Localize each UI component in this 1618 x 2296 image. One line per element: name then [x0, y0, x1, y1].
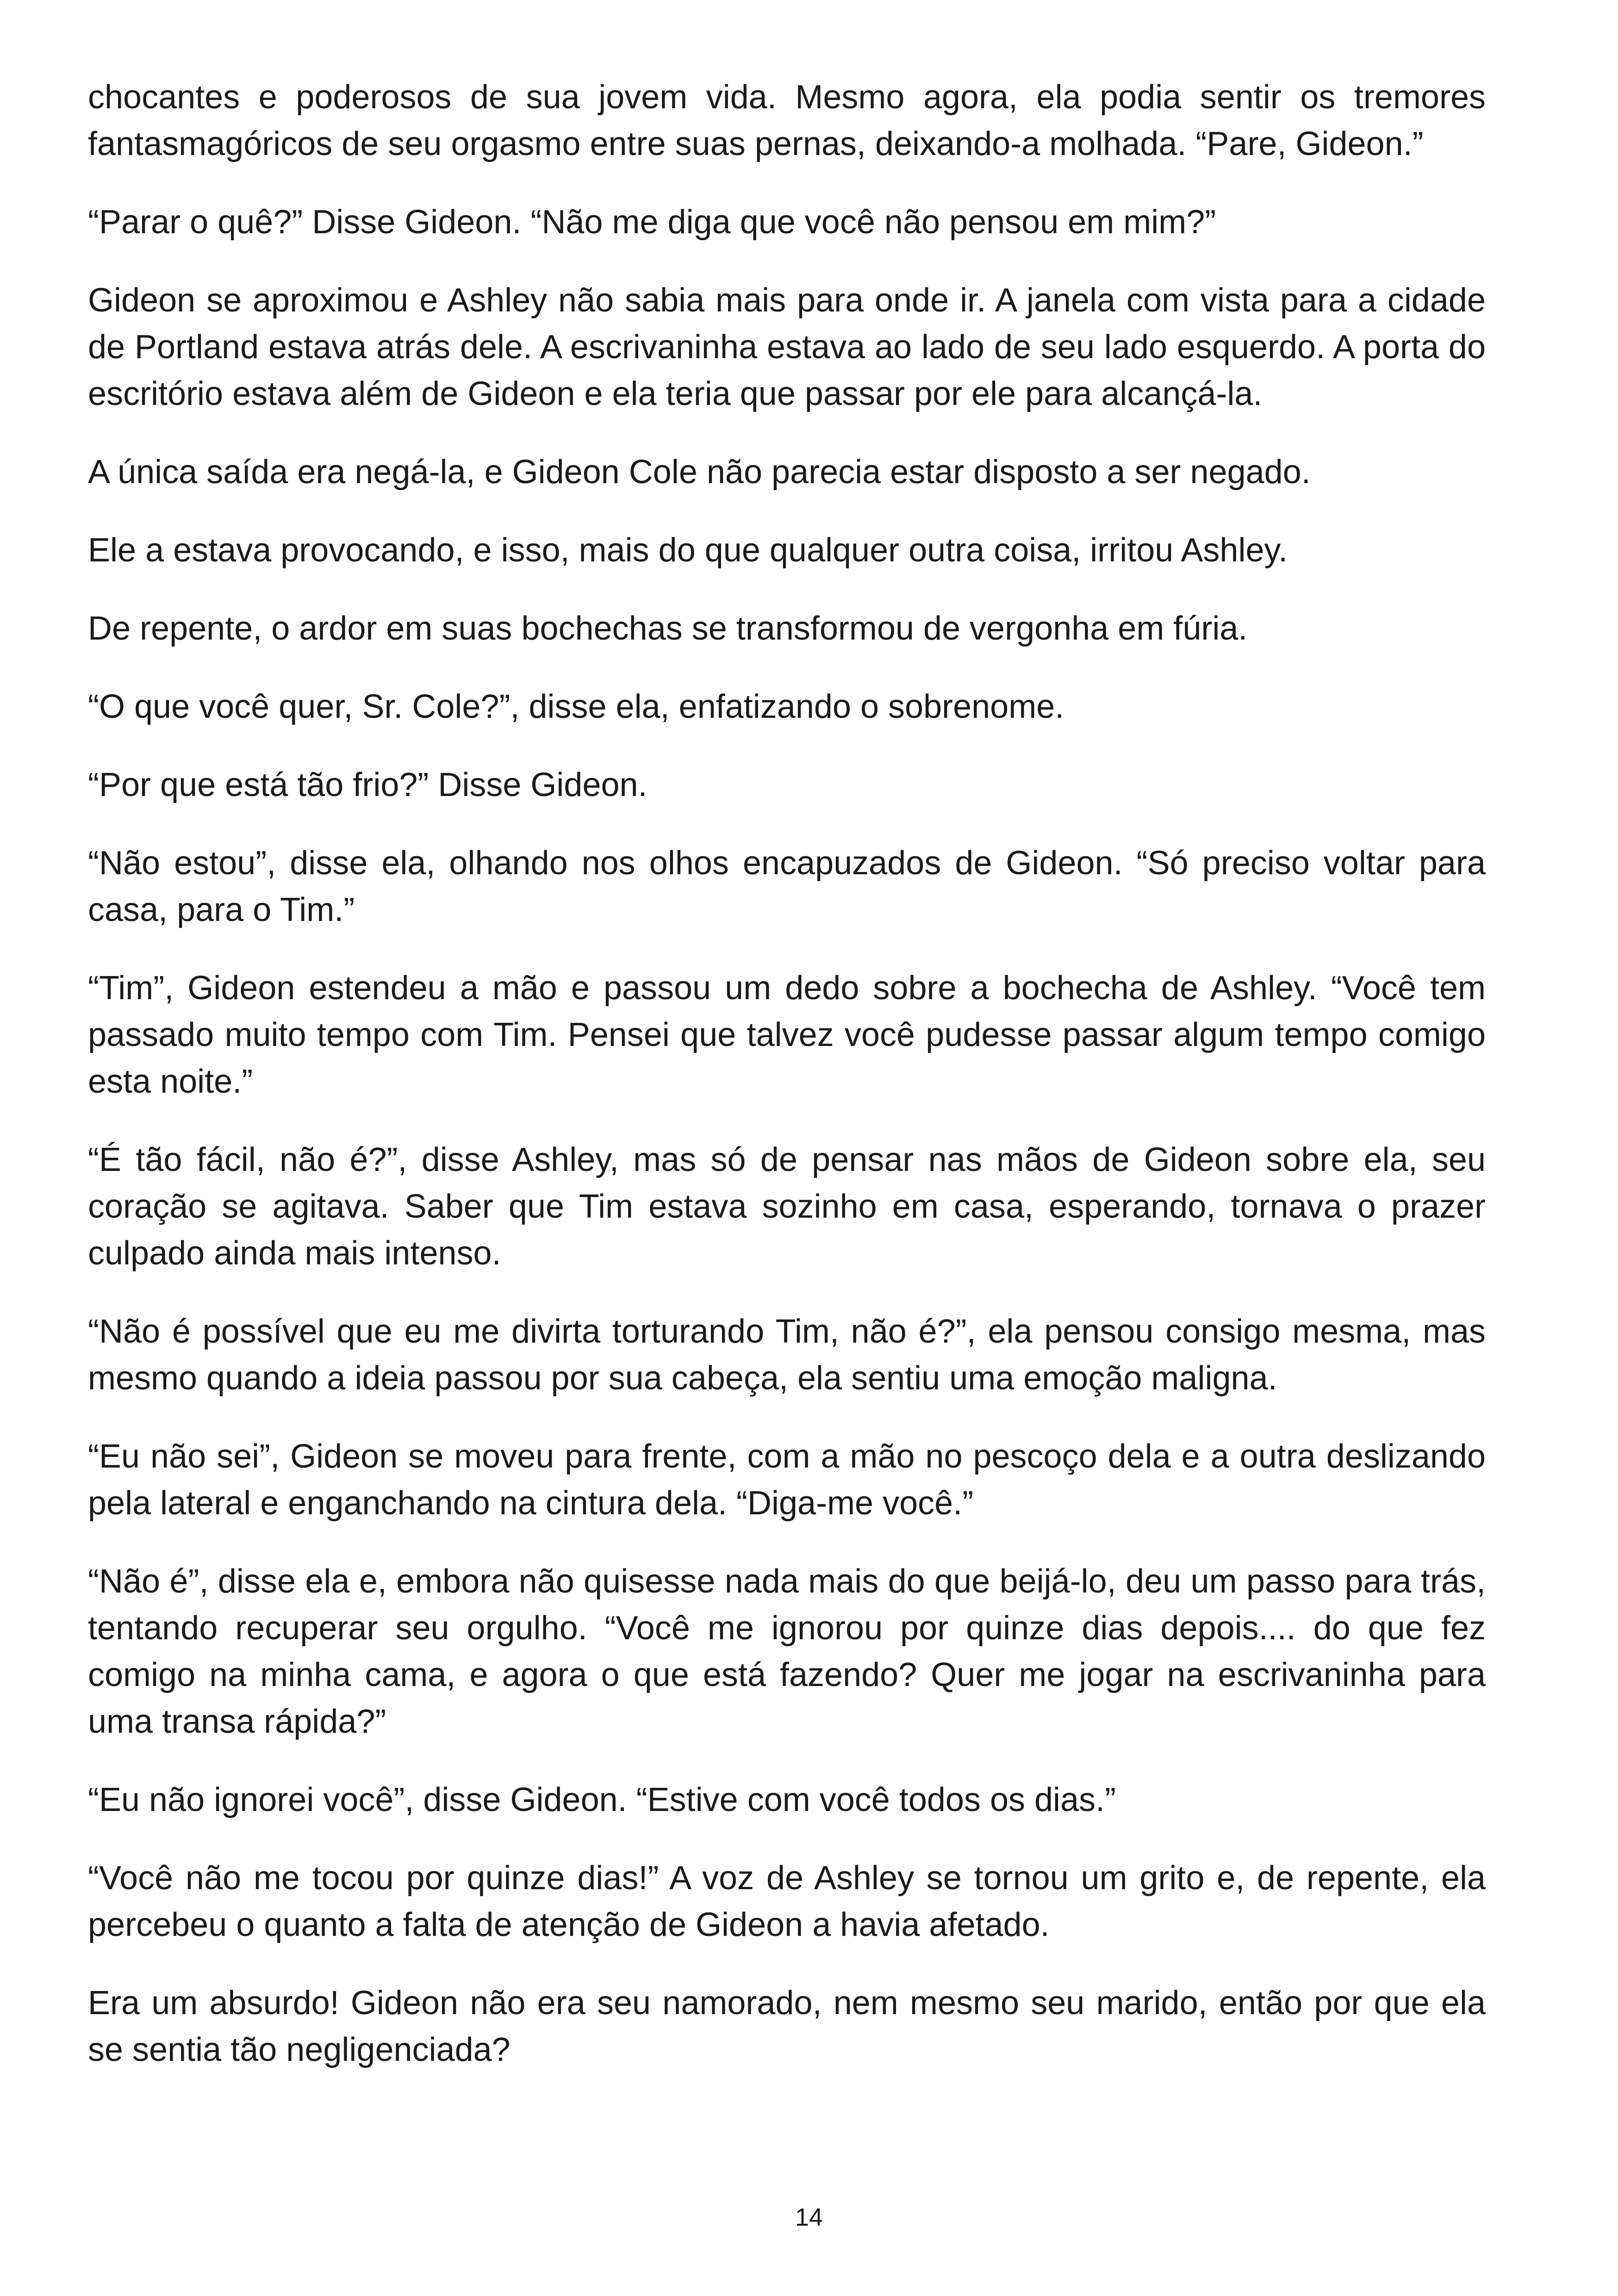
- paragraph: “Eu não ignorei você”, disse Gideon. “Estive com você todos os dias.”: [88, 1781, 1116, 1818]
- paragraph: Era um absurdo! Gideon não era seu namorado, nem mesmo seu marido, então por que ela se sentia tão negligenciada?: [88, 1985, 1486, 2068]
- paragraph: Ele a estava provocando, e isso, mais do que qualquer outra coisa, irritou Ashley.: [88, 532, 1288, 569]
- paragraph: A única saída era negá-la, e Gideon Cole não parecia estar disposto a ser negado.: [88, 454, 1311, 491]
- paragraph: “Você não me tocou por quinze dias!” A voz de Ashley se tornou um grito e, de repente, ela percebeu o quanto a falta de atenção de Gideon a havia afetado.: [88, 1860, 1486, 1943]
- paragraph: “Por que está tão frio?” Disse Gideon.: [88, 766, 647, 803]
- paragraph: chocantes e poderosos de sua jovem vida. Mesmo agora, ela podia sentir os tremores fantasmagóricos de seu orgasmo entre suas pernas, deixando-a molhada. “Pare, Gideon.”: [88, 79, 1486, 162]
- paragraph: “Não é”, disse ela e, embora não quisesse nada mais do que beijá-lo, deu um passo para trás, tentando recuperar seu orgulho. “Você me ignorou por quinze dias depois.... do que fez comigo na minha cama, e agora o que está fazendo? Quer me jogar na escrivaninha para uma transa rápida?”: [88, 1563, 1486, 1740]
- paragraph: De repente, o ardor em suas bochechas se transformou de vergonha em fúria.: [88, 610, 1248, 647]
- paragraph: “Tim”, Gideon estendeu a mão e passou um dedo sobre a bochecha de Ashley. “Você tem passado muito tempo com Tim. Pensei que talvez você pudesse passar algum tempo comigo esta noite.”: [88, 970, 1486, 1100]
- paragraph: “Não estou”, disse ela, olhando nos olhos encapuzados de Gideon. “Só preciso voltar para casa, para o Tim.”: [88, 845, 1486, 928]
- paragraph: “Parar o quê?” Disse Gideon. “Não me diga que você não pensou em mim?”: [88, 204, 1216, 241]
- paragraph: “É tão fácil, não é?”, disse Ashley, mas só de pensar nas mãos de Gideon sobre ela, seu coração se agitava. Saber que Tim estava sozinho em casa, esperando, tornava o prazer culpado ainda mais intenso.: [88, 1141, 1486, 1272]
- paragraph: Gideon se aproximou e Ashley não sabia mais para onde ir. A janela com vista para a cidade de Portland estava atrás dele. A escrivaninha estava ao lado de seu lado esquerdo. A porta do escritório estava além de Gideon e ela teria que passar por ele para alcançá-la.: [88, 282, 1486, 412]
- page-number: 14: [795, 2203, 823, 2231]
- paragraph: “Eu não sei”, Gideon se moveu para frente, com a mão no pescoço dela e a outra deslizando pela lateral e enganchando na cintura dela. “Diga-me você.”: [88, 1438, 1486, 1522]
- paragraph: “O que você quer, Sr. Cole?”, disse ela, enfatizando o sobrenome.: [88, 688, 1064, 725]
- body-text: [88, 74, 1486, 2105]
- paragraph: “Não é possível que eu me divirta torturando Tim, não é?”, ela pensou consigo mesma, mas mesmo quando a ideia passou por sua cabeça, ela sentiu uma emoção maligna.: [88, 1313, 1486, 1397]
